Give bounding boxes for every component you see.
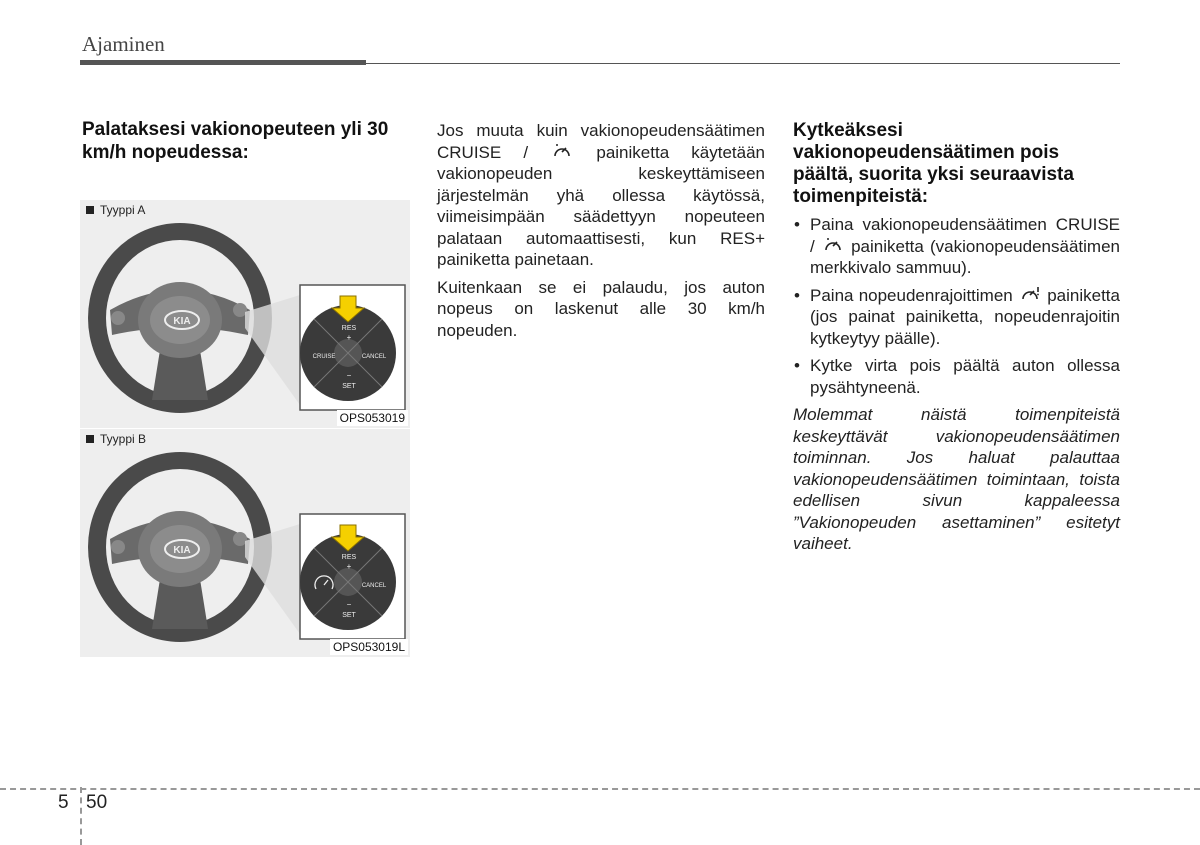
header-rule xyxy=(366,63,1120,64)
page-number: 50 xyxy=(86,792,108,813)
speed-limiter-icon xyxy=(1020,285,1040,303)
svg-text:+: + xyxy=(346,562,352,571)
header-bar xyxy=(80,60,366,65)
steering-wheel-illustration xyxy=(80,429,410,657)
svg-text:+: + xyxy=(346,333,352,342)
col2-body xyxy=(437,120,765,347)
svg-text:KIA: KIA xyxy=(173,316,191,327)
svg-text:CRUISE: CRUISE xyxy=(312,354,336,360)
figure-label: Tyyppi A xyxy=(86,203,145,217)
paragraph: Jos muuta kuin vakionopeudensäätimen CRUISE / painiketta käytetään vakionopeuden keskeyttämiseen järjestelmän yhä ollessa käytössä, viimeisimpään säädettyyn nopeuteen palataan automaattisesti, kun RES+ painiketta painetaan. xyxy=(437,121,765,269)
note-text: Molemmat näistä toimenpiteistä keskeyttävät vakionopeudensäätimen toiminnan. Jos haluat palauttaa vakionopeudensäätimen toimintaan, toista edellisen sivun kappaleessa ”Vakionopeuden asettaminen” esitetyt vaiheet. xyxy=(793,405,1120,553)
list-item: • Paina vakionopeudensäätimen CRUISE / painiketta (vakionopeudensäätimen merkkivalo sammuu). xyxy=(794,215,1120,277)
list-item: • Kytke virta pois päältä auton ollessa pysähtyneenä. xyxy=(794,356,1120,397)
steering-wheel-illustration xyxy=(80,200,410,428)
cruise-icon xyxy=(823,236,843,254)
section-title: Ajaminen xyxy=(82,32,165,56)
svg-text:KIA: KIA xyxy=(173,545,191,556)
footer-divider xyxy=(80,787,82,845)
svg-text:RES: RES xyxy=(341,325,357,332)
svg-text:SET: SET xyxy=(342,383,356,390)
col3-heading: Kytkeäksesi vakionopeudensäätimen pois päältä, suorita yksi seuraavista toimenpiteistä: xyxy=(793,120,1074,207)
footer-rule xyxy=(0,788,1200,790)
figure-label: Tyyppi B xyxy=(86,432,146,446)
col3-body xyxy=(793,120,1120,555)
svg-text:CANCEL: CANCEL xyxy=(361,583,387,589)
figure-code: OPS053019 xyxy=(337,410,408,426)
svg-text:CANCEL: CANCEL xyxy=(361,354,387,360)
paragraph: Kuitenkaan se ei palaudu, jos auton nopeus on laskenut alle 30 km/h nopeuden. xyxy=(437,277,765,340)
chapter-number: 5 xyxy=(58,792,69,813)
svg-text:RES: RES xyxy=(341,554,357,561)
col1-heading: Palataksesi vakionopeuteen yli 30 km/h nopeudessa: xyxy=(82,119,389,163)
cruise-icon xyxy=(552,142,572,160)
svg-text:−: − xyxy=(346,371,352,380)
svg-text:−: − xyxy=(346,600,352,609)
list-item: • Paina nopeudenrajoittimen painiketta (jos painat painiketta, nopeudenrajoitin kytkeytyy päälle). xyxy=(794,285,1120,348)
figure-type-b xyxy=(80,429,410,657)
figure-code: OPS053019L xyxy=(330,639,408,655)
figure-type-a xyxy=(80,200,410,428)
svg-text:SET: SET xyxy=(342,612,356,619)
